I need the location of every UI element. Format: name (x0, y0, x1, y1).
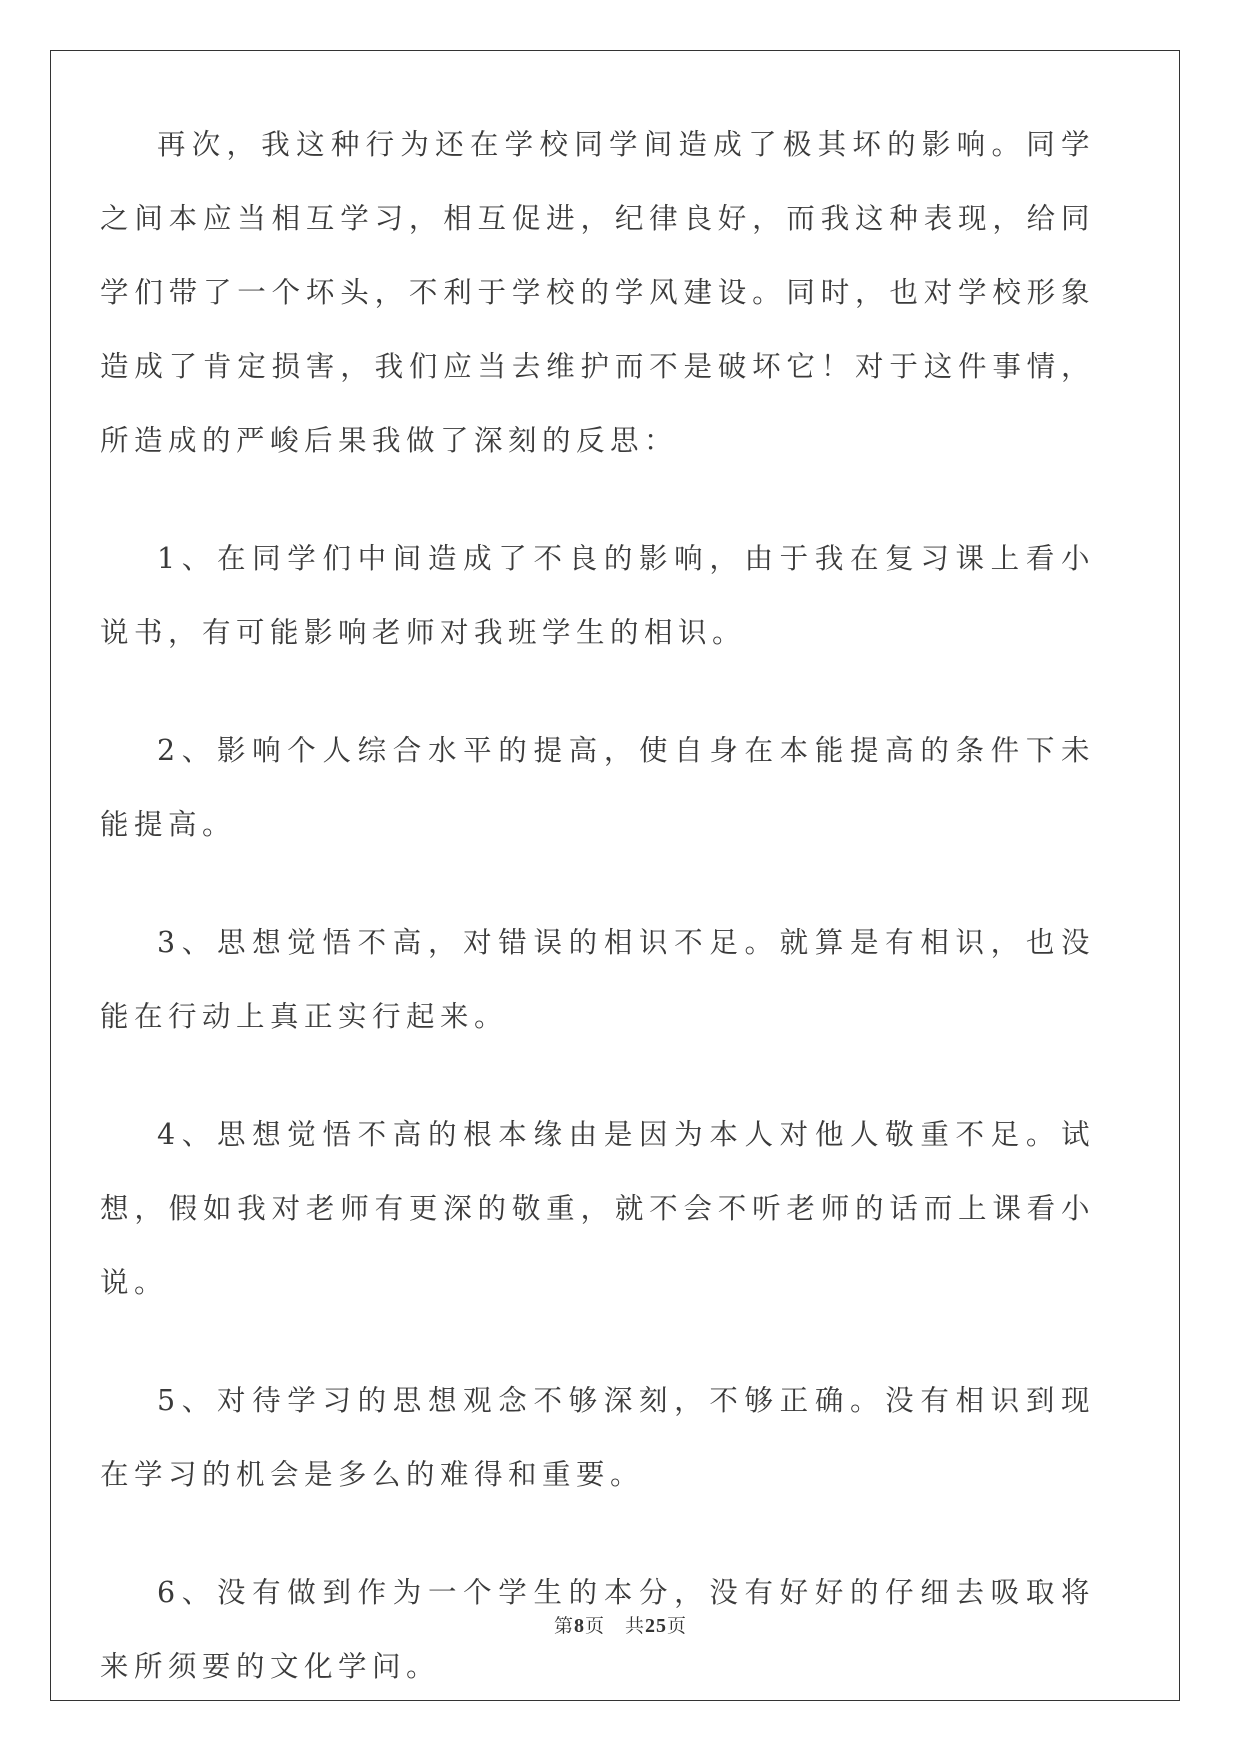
footer-total-suffix: 页 (667, 1615, 688, 1637)
document-body (100, 108, 1095, 1704)
footer-current-page: 8 (573, 1615, 585, 1637)
paragraph-item-2: 2、影响个人综合水平的提高，使自身在本能提高的条件下未能提高。 (100, 734, 1095, 841)
paragraph-item-6: 6、没有做到作为一个学生的本分，没有好好的仔细去吸取将来所须要的文化学问。 (100, 1576, 1095, 1683)
footer-total-pages: 25 (645, 1615, 668, 1637)
footer-page-suffix: 页 (584, 1615, 605, 1637)
paragraph-item-1: 1、在同学们中间造成了不良的影响，由于我在复习课上看小说书，有可能影响老师对我班学生的相识。 (100, 542, 1095, 649)
paragraph-item-4: 4、思想觉悟不高的根本缘由是因为本人对他人敬重不足。试想，假如我对老师有更深的敬重，就不会不听老师的话而上课看小说。 (100, 1118, 1095, 1299)
footer-page-prefix: 第 (553, 1615, 574, 1637)
footer-total-prefix: 共 (625, 1615, 646, 1637)
page-footer (0, 1611, 1241, 1638)
paragraph-item-5: 5、对待学习的思想观念不够深刻，不够正确。没有相识到现在学习的机会是多么的难得和重要。 (100, 1384, 1095, 1491)
paragraph-intro: 再次，我这种行为还在学校同学间造成了极其坏的影响。同学之间本应当相互学习，相互促进，纪律良好，而我这种表现，给同学们带了一个坏头，不利于学校的学风建设。同时，也对学校形象造成了肯定损害，我们应当去维护而不是破坏它！对于这件事情，所造成的严峻后果我做了深刻的反思： (100, 128, 1095, 457)
paragraph-item-3: 3、思想觉悟不高，对错误的相识不足。就算是有相识，也没能在行动上真正实行起来。 (100, 926, 1095, 1033)
